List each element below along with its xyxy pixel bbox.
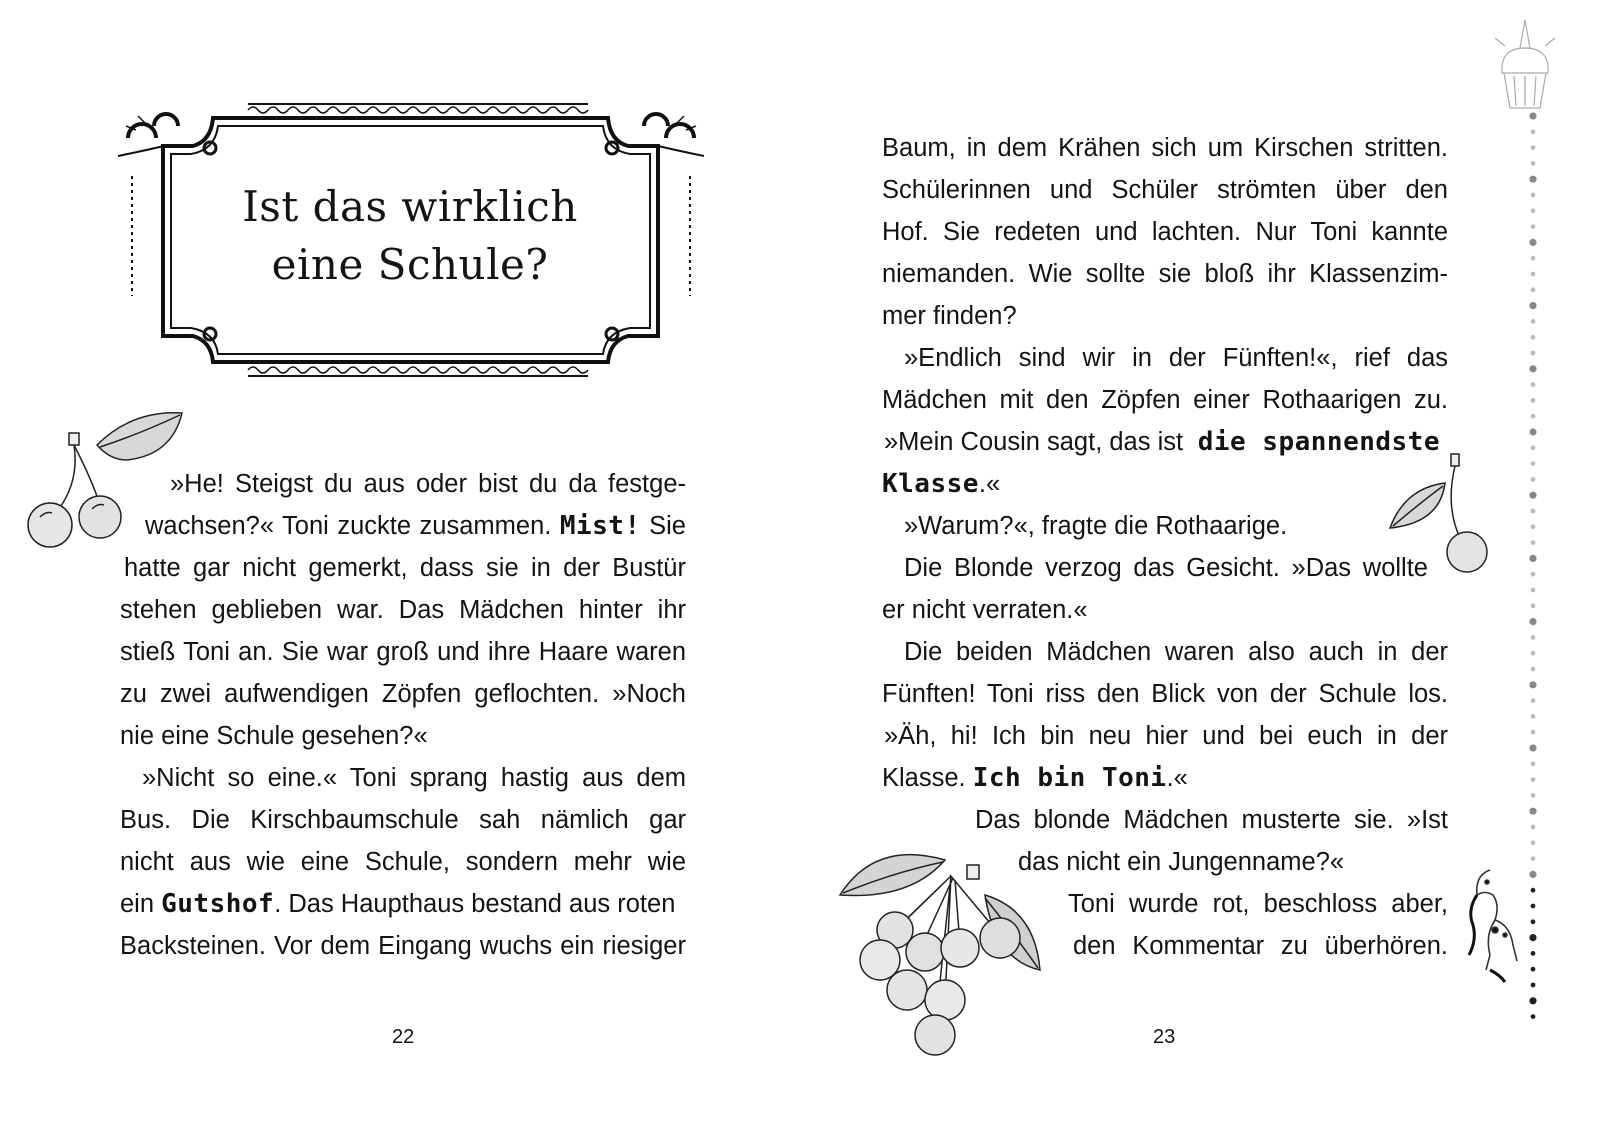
border-dot — [1529, 555, 1536, 562]
border-dot — [1529, 492, 1536, 499]
text-line: »He! Steigst du aus oder bist du da festge- — [170, 470, 686, 498]
chapter-title-line-2: eine Schule? — [271, 240, 549, 289]
border-dot — [1531, 145, 1536, 150]
text-line: Schülerinnen und Schüler strömten über den — [882, 176, 1448, 204]
page-number: 23 — [1153, 1026, 1176, 1048]
text-span: Sie — [640, 512, 686, 540]
border-dot — [1531, 287, 1536, 292]
border-dot — [1531, 1014, 1536, 1019]
border-dot — [1529, 744, 1536, 751]
border-dot — [1531, 193, 1536, 198]
text-line: Hof. Sie redeten und lachten. Nur Toni kannte — [882, 218, 1448, 246]
border-dot — [1531, 904, 1536, 909]
border-dot — [1531, 477, 1536, 482]
border-dot — [1531, 793, 1536, 798]
border-dot — [1529, 871, 1536, 878]
border-dot — [1529, 176, 1536, 183]
border-dot — [1531, 129, 1536, 134]
border-dot — [1531, 635, 1536, 640]
chapter-title — [150, 178, 670, 294]
text-line: »Endlich sind wir in der Fünften!«, rief das — [904, 344, 1448, 372]
cherry-bunch-illustration — [835, 840, 1055, 1065]
text-line: Fünften! Toni riss den Blick von der Schule los. — [882, 680, 1448, 708]
border-dot — [1529, 808, 1536, 815]
border-dot — [1529, 934, 1536, 941]
text-line: zu zwei aufwendigen Zöpfen geflochten. »Noch — [120, 680, 686, 708]
border-dot — [1529, 112, 1536, 119]
border-dot — [1531, 983, 1536, 988]
border-dot — [1531, 445, 1536, 450]
border-dot — [1531, 888, 1536, 893]
emphasis-ich-bin-toni: Ich bin Toni — [972, 763, 1167, 793]
emphasis-klasse: Klasse — [882, 469, 979, 499]
border-dot — [1531, 398, 1536, 403]
text-line: Die Blonde verzog das Gesicht. »Das wollte — [904, 554, 1428, 582]
border-dot — [1531, 208, 1536, 213]
border-dot — [1531, 351, 1536, 356]
border-dot — [1529, 681, 1536, 688]
text-span: wachsen?« Toni zuckte zusammen. — [145, 512, 560, 540]
text-line: Baum, in dem Krähen sich um Kirschen stritten. — [882, 134, 1448, 162]
border-dot — [1531, 161, 1536, 166]
border-dot — [1531, 667, 1536, 672]
text-line: Bus. Die Kirschbaumschule sah nämlich gar — [120, 806, 686, 834]
border-dot — [1531, 382, 1536, 387]
text-span: .« — [978, 470, 1001, 498]
text-line — [145, 505, 686, 547]
border-dot — [1531, 256, 1536, 261]
border-dot — [1531, 414, 1536, 419]
text-line — [882, 757, 1188, 799]
text-line: Die beiden Mädchen waren also auch in der — [904, 638, 1448, 666]
border-dot — [1531, 730, 1536, 735]
border-dot — [1531, 461, 1536, 466]
border-dot — [1531, 335, 1536, 340]
border-dot — [1531, 761, 1536, 766]
text-line: »Warum?«, fragte die Rothaarige. — [904, 512, 1288, 540]
text-line: den Kommentar zu überhören. — [1073, 932, 1448, 960]
border-dot — [1531, 540, 1536, 545]
border-dot — [1531, 714, 1536, 719]
text-line: Das blonde Mädchen musterte sie. »Ist — [975, 806, 1448, 834]
text-line: stieß Toni an. Sie war groß und ihre Haare waren — [120, 638, 686, 666]
text-line: stehen geblieben war. Das Mädchen hinter ihr — [120, 596, 686, 624]
text-line: er nicht verraten.« — [882, 596, 1088, 624]
text-line — [884, 421, 1440, 463]
border-dot — [1531, 509, 1536, 514]
border-dot — [1531, 967, 1536, 972]
border-dot — [1531, 919, 1536, 924]
text-line: hatte gar nicht gemerkt, dass sie in der Bustür — [124, 554, 686, 582]
text-line: nicht aus wie eine Schule, sondern mehr wie — [120, 848, 686, 876]
border-dot — [1531, 951, 1536, 956]
border-dot — [1531, 319, 1536, 324]
single-cherry-illustration — [1385, 448, 1495, 576]
border-dot — [1531, 524, 1536, 529]
text-span: .« — [1166, 764, 1188, 792]
border-dot — [1529, 428, 1536, 435]
border-dot — [1531, 588, 1536, 593]
border-dot — [1531, 272, 1536, 277]
text-line: niemanden. Wie sollte sie bloß ihr Klassenzim- — [882, 260, 1448, 288]
border-dot — [1529, 239, 1536, 246]
border-dot — [1531, 224, 1536, 229]
text-line: »Äh, hi! Ich bin neu hier und bei euch in der — [884, 722, 1448, 750]
border-dot — [1531, 777, 1536, 782]
border-dot — [1529, 302, 1536, 309]
text-line: Backsteinen. Vor dem Eingang wuchs ein riesiger — [120, 932, 686, 960]
border-dot — [1529, 997, 1536, 1004]
right-page — [800, 0, 1600, 1131]
unicorn-cupcake-icon — [1490, 18, 1560, 118]
text-span: . Das Haupthaus bestand aus roten — [274, 890, 676, 918]
text-span: »Mein Cousin sagt, das ist — [884, 428, 1191, 456]
text-line: das nicht ein Jungenname?« — [1018, 848, 1345, 876]
border-dot — [1531, 603, 1536, 608]
text-span: Klasse. — [882, 764, 973, 792]
emphasis-die-spannendste: die spannendste — [1197, 427, 1440, 457]
border-dot — [1529, 618, 1536, 625]
text-span: ein — [120, 890, 162, 918]
emphasis-gutshof: Gutshof — [161, 889, 275, 919]
text-line: nie eine Schule gesehen?« — [120, 722, 428, 750]
dotted-border-decoration — [1522, 110, 1544, 1035]
border-dot — [1531, 840, 1536, 845]
text-line: mer finden? — [882, 302, 1017, 330]
border-dot — [1531, 572, 1536, 577]
border-dot — [1531, 856, 1536, 861]
border-dot — [1531, 825, 1536, 830]
text-line: »Nicht so eine.« Toni sprang hastig aus dem — [142, 764, 686, 792]
page-number: 22 — [392, 1026, 415, 1048]
emphasis-mist: Mist! — [559, 511, 641, 541]
chapter-title-line-1: Ist das wirklich — [242, 182, 578, 231]
text-line: Toni wurde rot, beschloss aber, — [1068, 890, 1448, 918]
border-dot — [1531, 651, 1536, 656]
text-line — [882, 463, 1000, 505]
border-dot — [1531, 698, 1536, 703]
text-line: Mädchen mit den Zöpfen einer Rothaarigen zu. — [882, 386, 1448, 414]
text-line — [120, 883, 686, 925]
border-dot — [1529, 365, 1536, 372]
